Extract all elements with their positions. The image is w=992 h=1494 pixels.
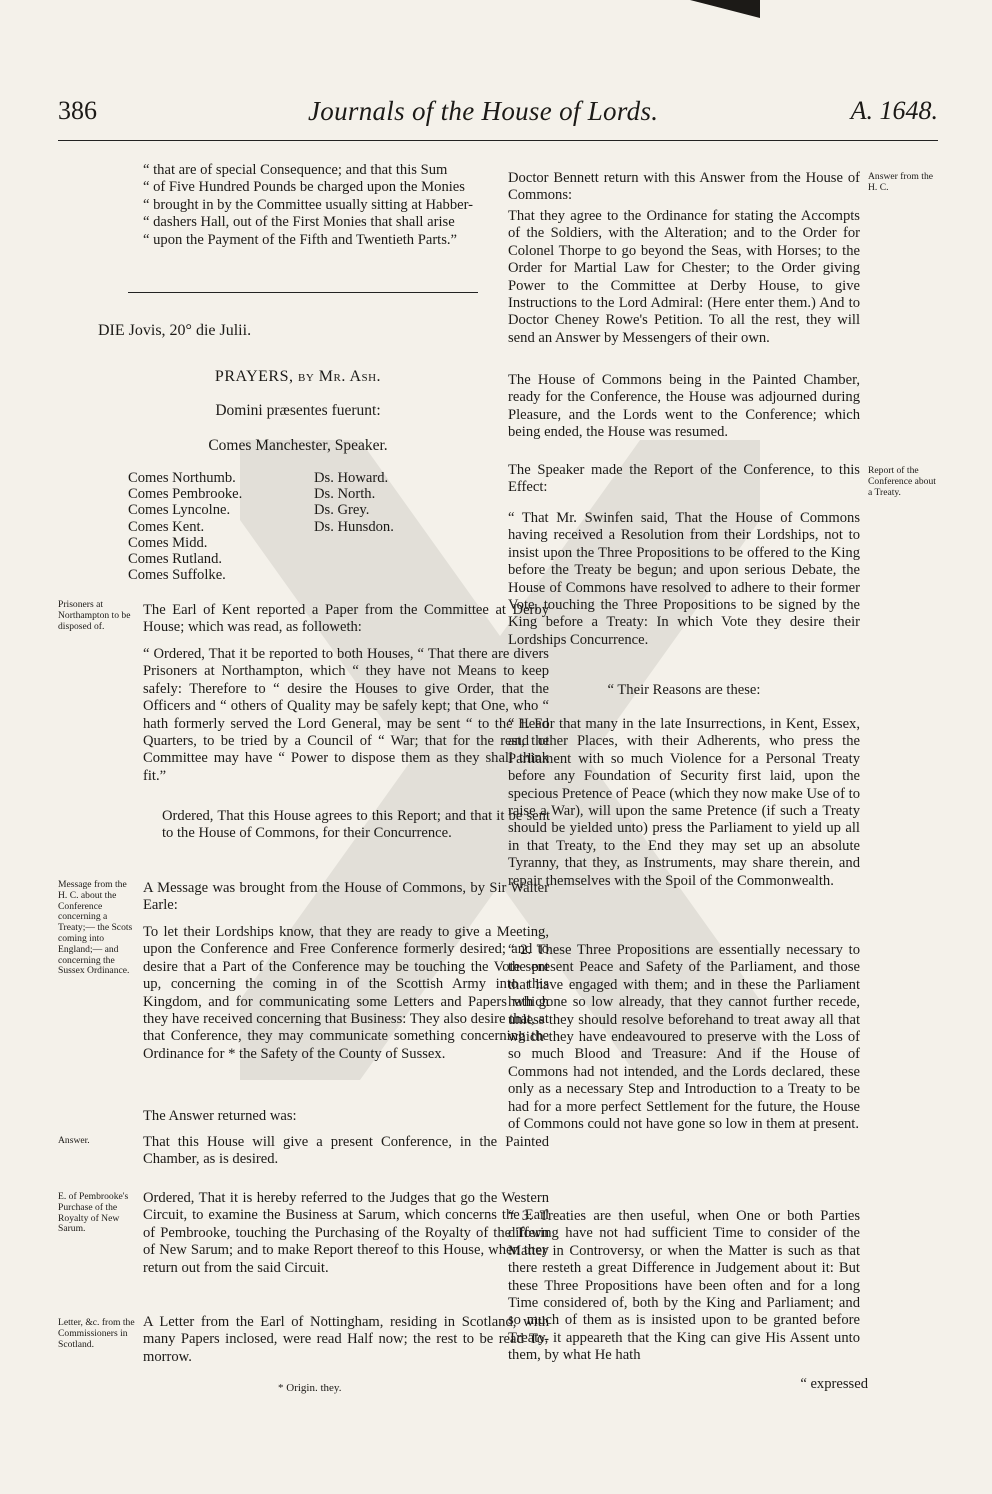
reason-one: “ 1. For that many in the late Insurrections, in Kent, Essex, and other Places, with their Adherents, who press the Parliament with so much Violence for a Personal Treaty before any Foundation of Security first laid, upon the specious Pretence of Peace (which they now make Use of to raise a War), will upon the same Pretence (if such a Treaty should be yielded unto) press the Parliament to yield up all in that Treaty, to the End they may set up an absolute Tyranny, that they, as Instruments, may share therein, and repair themselves with the Spoil of the Commonwealth.	[508, 716, 860, 889]
margin-note-answer-hc: Answer from the H. C.	[868, 171, 934, 193]
list-item: Comes Suffolke.	[128, 567, 226, 584]
reason-two: “ 2. These Three Propositions are essentially necessary to the present Peace and Safety of the Parliament, and those that have engaged with them; and in these the Parliament hath gone so low already, that they cannot further recede, unless they should resolve beforehand to treat away all that which they have endeavoured to preserve with the Loss of so much Blood and Treasure: And if the House of Commons had not intended, and the Lords declared, these only as a necessary Step and Introduction to a Treaty to be had for a more perfect Settlement for the future, the House of Commons could not have gone so low in them at present.	[508, 942, 860, 1133]
running-title: Journals of the House of Lords.	[308, 96, 659, 126]
answer-returned: The Answer returned was:	[143, 1108, 297, 1124]
page-year: A. 1648.	[850, 96, 938, 125]
page-header	[58, 96, 938, 136]
date-heading: DIE Jovis, 20° die Julii.	[98, 322, 252, 339]
lords-list-earls	[128, 470, 308, 583]
bennett-line: Doctor Bennett return with this Answer from the House of Commons:	[508, 170, 860, 204]
list-item: Ds. Grey.	[314, 502, 370, 519]
list-item: Comes Pembrooke.	[128, 486, 243, 503]
painted-chamber: The House of Commons being in the Painted Chamber, ready for the Conference, the House was adjourned during Pleasure, and the Lords went to the Conference; which being ended, the House was resumed.	[508, 372, 860, 441]
catchword: “ expressed	[800, 1376, 868, 1392]
prisoners-order: “ Ordered, That it be reported to both Houses, “ That there are divers Prisoners at Northampton, which “ they have not Means to keep safely: Therefore to “ desire the Houses to give Order, that the Officers and “ others of Quality may be safely kept; that One, who “ hath formerly served the Lord General, may be sent “ to the Head Quarters, to be tried by a Council of “ War; that for the rest, the Committee may have “ Power to dispose them as they shall think fit.”	[143, 646, 549, 784]
list-item: Ds. Howard.	[314, 470, 389, 486]
reasons-heading: “ Their Reasons are these:	[607, 682, 761, 698]
quote-line: “ brought in by the Committee usually sitting at Habber-	[143, 196, 474, 213]
list-item: Comes Rutland.	[128, 551, 223, 568]
domini-line: Domini præsentes fuerunt:	[215, 402, 381, 419]
reason-three: “ 3. Treaties are then useful, when One or both Parties differing have not had sufficient Time to consider of the Matter in Controversy, or when the Matter is such as that there resteth a great Difference in Judgement about it: But these Three Propositions have been often and for a long Time considered of, both by the King and Parliament; and so much of them as is insisted upon to be granted before Treaty, it appeareth that the King can give His Assent unto them, by what He hath	[508, 1208, 860, 1364]
quote-line: “ that are of special Consequence; and that this Sum	[143, 162, 448, 178]
margin-note-message: Message from the H. C. about the Conference concerning a Treaty;— the Scots coming into England;— and concerning the Sussex Ordinance.	[58, 879, 133, 977]
prisoners-intro: The Earl of Kent reported a Paper from the Committee at Derby House; which was read, as followeth:	[143, 602, 549, 636]
prayers-line: PRAYERS, by Mr. Ash.	[214, 368, 382, 385]
margin-note-prisoners: Prisoners at Northampton to be disposed of.	[58, 599, 131, 632]
quote-line: “ dashers Hall, out of the First Monies that shall arise	[143, 214, 455, 231]
list-item: Comes Midd.	[128, 534, 208, 551]
report-intro: The Speaker made the Report of the Conference, to this Effect:	[508, 462, 860, 496]
margin-note-pembroke: E. of Pembrooke's Purchase of the Royalty of New Sarum.	[58, 1191, 129, 1235]
quote-line: “ of Five Hundred Pounds be charged upon the Monies	[143, 179, 465, 196]
list-item: Comes Kent.	[128, 518, 205, 535]
margin-note-report: Report of the Conference about a Treaty.	[868, 465, 936, 498]
opening-quote	[143, 162, 549, 249]
list-item: Ds. Hunsdon.	[314, 518, 394, 535]
hc-answer: That they agree to the Ordinance for stating the Accompts of the Soldiers, with the Alteration; and to the Order for Colonel Thorpe to go beyond the Seas, with Horses; to the Order for Martial Law for Chester; to the Order giving Power to the Committee at Derby House, to give Instructions to the Lord Admiral: (Here enter them.) And to Doctor Cheney Rowe's Petition. To all the rest, they will send an Answer by Messengers of their own.	[508, 208, 860, 346]
prisoners-agree: Ordered, That this House agrees to this Report; and that it be sent to the House of Commons, for their Concurrence.	[162, 808, 550, 842]
section-divider	[128, 292, 478, 293]
lords-list-barons	[314, 470, 474, 535]
margin-note-answer: Answer.	[58, 1135, 90, 1146]
message-intro: A Message was brought from the House of Commons, by Sir Walter Earle:	[143, 880, 549, 914]
pembroke-order: Ordered, That it is hereby referred to the Judges that go the Western Circuit, to examine the Business at Sarum, which concerns the Earl of Pembrooke, touching the Purchasing of the Royalty of the Town of New Sarum; and to make Report thereof to this House, when they return out from the said Circuit.	[143, 1190, 549, 1276]
swinfen-report: “ That Mr. Swinfen said, That the House of Commons having received a Resolution from their Lordships, not to insist upon the Three Propositions to be offered to the King before the Treaty be begun; and upon serious Debate, the House of Commons have resolved to adhere to their former Vote, touching the Three Propositions to be signed by the King before a Treaty: In which Vote they desire their Lordships Concurrence.	[508, 510, 860, 648]
letter-body: A Letter from the Earl of Nottingham, residing in Scotland, with many Papers inclosed, were read Half now; the rest to be read To-morrow.	[143, 1314, 549, 1365]
message-body: To let their Lordships know, that they are ready to give a Meeting, upon the Conference and Free Conference formerly desired; and to desire that a Part of the Conference may be touching the Vote sent up, concerning the coming in of the Scottish Army into this Kingdom, and for communicating some Letters and Papers which they have received concerning that Business: They also desire that, at that Conference, they may communicate something concerning the Ordinance for * the Safety of the County of Sussex.	[143, 924, 549, 1062]
list-item: Ds. North.	[314, 486, 376, 503]
list-item: Comes Northumb.	[128, 470, 236, 486]
answer-body: That this House will give a present Conference, in the Painted Chamber, as is desired.	[143, 1134, 549, 1168]
footnote: * Origin. they.	[278, 1382, 342, 1394]
header-rule	[58, 140, 938, 141]
speaker-line: Comes Manchester, Speaker.	[208, 437, 388, 454]
page-number: 386	[58, 96, 97, 125]
list-item: Comes Lyncolne.	[128, 502, 231, 519]
margin-note-letter: Letter, &c. from the Commissioners in Scotland.	[58, 1317, 135, 1350]
quote-line: “ upon the Payment of the Fifth and Twentieth Parts.”	[143, 231, 458, 248]
corner-ink-mark	[690, 0, 760, 18]
